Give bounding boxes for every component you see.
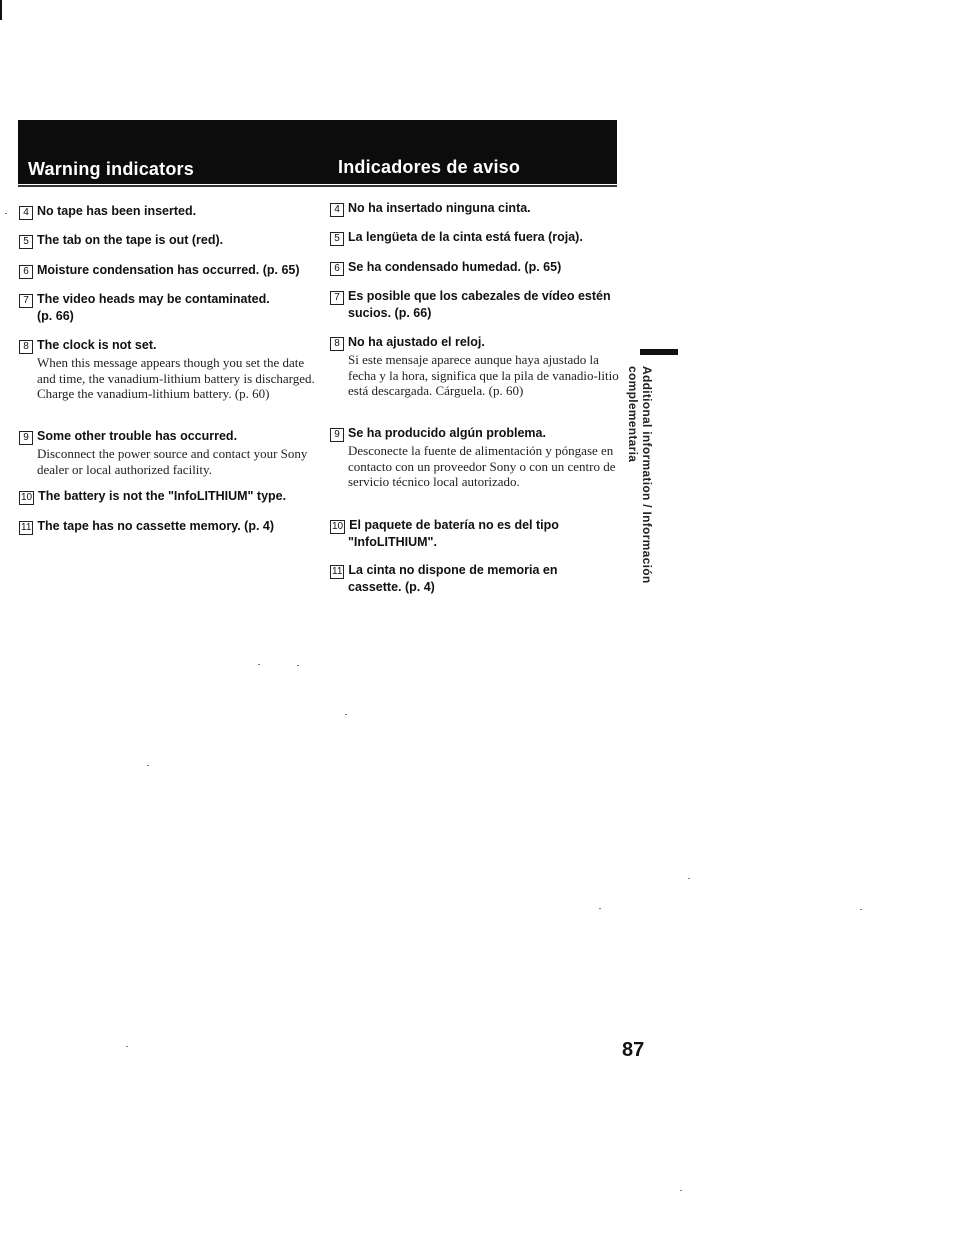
indicator-description: Desconecte la fuente de alimentación y póngase en contacto con un proveedor Sony o con un centro de servicio técnico local autorizado.	[348, 443, 616, 489]
indicator-title: Es posible que los cabezales de vídeo estén	[348, 289, 611, 303]
indicator-title: La lengüeta de la cinta está fuera (roja).	[348, 230, 583, 244]
indicator-item	[19, 518, 319, 535]
page-number: 87	[622, 1039, 645, 1061]
header-rule	[18, 185, 617, 187]
indicator-title: Some other trouble has occurred.	[37, 429, 238, 443]
indicator-item	[19, 291, 319, 324]
indicator-title-continued: sucios. (p. 66)	[348, 306, 432, 320]
scan-speck	[599, 908, 601, 909]
indicator-number-box: 4	[330, 203, 344, 217]
indicator-title: Se ha producido algún problema.	[348, 426, 546, 440]
indicator-item	[19, 232, 319, 249]
indicator-title: No ha ajustado el reloj.	[348, 335, 485, 349]
indicator-number-box: 11	[332, 566, 343, 577]
indicator-number-box: 7	[19, 294, 33, 308]
scan-speck	[126, 1046, 128, 1047]
scan-speck	[680, 1190, 682, 1191]
indicator-title: La cinta no dispone de memoria en	[348, 563, 558, 577]
indicator-item	[330, 200, 630, 217]
indicator-number-box: 9	[330, 428, 344, 442]
indicator-number-box: 8	[330, 337, 344, 351]
indicator-description: Si este mensaje aparece aunque haya ajustado la fecha y la hora, significa que la pila de vanadio-litio está descargada. Cárguela. (p. 60)	[348, 352, 619, 398]
indicator-description: Disconnect the power source and contact your Sony dealer or local authorized facility.	[37, 446, 308, 477]
indicator-item	[19, 203, 319, 220]
indicator-title-continued: cassette. (p. 4)	[348, 580, 435, 594]
indicator-title: No ha insertado ninguna cinta.	[348, 201, 531, 215]
scan-speck	[297, 665, 299, 666]
section-tab-marker	[640, 349, 678, 355]
indicator-item	[19, 428, 319, 477]
indicator-title: The battery is not the "InfoLITHIUM" type.	[38, 489, 287, 503]
indicator-title: Se ha condensado humedad. (p. 65)	[348, 260, 562, 274]
indicator-number-box: 5	[330, 232, 344, 246]
scan-speck	[258, 664, 260, 665]
indicator-item	[330, 425, 630, 490]
side-section-label: Additional information / Información complementaria	[626, 366, 654, 584]
scan-speck	[860, 909, 862, 910]
left-margin-mark	[0, 0, 2, 20]
scan-speck	[5, 213, 7, 214]
indicator-title: The tab on the tape is out (red).	[37, 233, 224, 247]
indicator-item	[330, 334, 630, 399]
indicator-number-box: 8	[19, 340, 33, 354]
scan-speck	[345, 714, 347, 715]
section-title-spanish: Indicadores de aviso	[338, 157, 521, 177]
indicator-number-box: 10	[21, 492, 33, 503]
indicator-item	[330, 517, 630, 550]
indicator-title-continued: (p. 66)	[37, 309, 74, 323]
scan-speck	[147, 765, 149, 766]
indicator-number-box: 10	[332, 521, 344, 532]
section-header	[18, 120, 617, 184]
indicator-description: When this message appears though you set the date and time, the vanadium-lithium battery is discharged. Charge the vanadium-lithium battery. (p. 60)	[37, 355, 315, 401]
indicator-item	[330, 288, 630, 321]
section-title-english: Warning indicators	[28, 159, 194, 179]
indicator-number-box: 6	[330, 262, 344, 276]
indicator-item	[330, 562, 630, 595]
indicator-number-box: 5	[19, 235, 33, 249]
indicator-title: The tape has no cassette memory. (p. 4)	[37, 519, 275, 533]
indicator-item	[19, 262, 319, 279]
indicator-number-box: 11	[21, 522, 32, 533]
indicator-number-box: 9	[19, 431, 33, 445]
indicator-title: The video heads may be contaminated.	[37, 292, 270, 306]
indicator-number-box: 6	[19, 265, 33, 279]
indicator-number-box: 7	[330, 291, 344, 305]
indicator-title: The clock is not set.	[37, 338, 157, 352]
indicator-item	[19, 488, 319, 505]
indicator-item	[330, 229, 630, 246]
indicator-item	[19, 337, 319, 402]
indicator-title: No tape has been inserted.	[37, 204, 197, 218]
scan-speck	[688, 878, 690, 879]
indicator-title-continued: "InfoLITHIUM".	[348, 535, 437, 549]
indicator-title: El paquete de batería no es del tipo	[349, 518, 559, 532]
indicator-item	[330, 259, 630, 276]
indicator-title: Moisture condensation has occurred. (p. 65)	[37, 263, 300, 277]
indicator-number-box: 4	[19, 206, 33, 220]
